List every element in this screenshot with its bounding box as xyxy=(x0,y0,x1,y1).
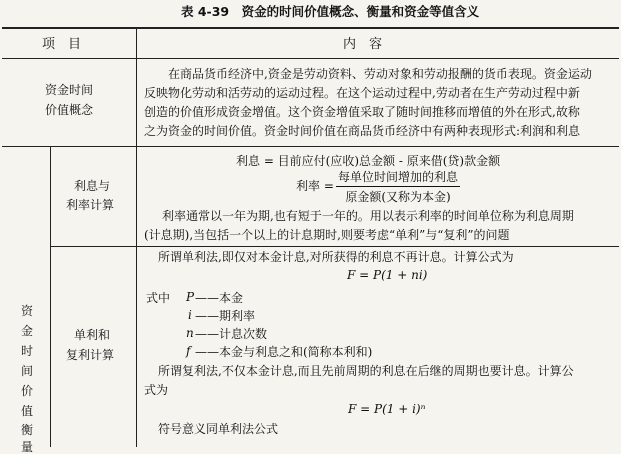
simple-compound-label-line1: 单利和 xyxy=(74,328,111,342)
group-label-char: 价 xyxy=(21,384,34,398)
var-symbol: n xyxy=(186,326,194,340)
var-desc: ——期利率 xyxy=(195,309,256,323)
column-divider-main xyxy=(136,27,137,447)
interest-text-line: 利率通常以一年为期,也有短于一年的。用以表示利率的时间单位称为利息周期 xyxy=(162,209,574,223)
var-symbol: i xyxy=(188,308,192,322)
rate-denominator: 原金额(又称为本金) xyxy=(345,190,451,204)
group-label-char: 资 xyxy=(21,304,34,318)
var-desc: ——本金 xyxy=(195,291,244,305)
compound-note: 符号意义同单利法公式 xyxy=(158,422,279,436)
header-item: 项 目 xyxy=(42,37,82,52)
group-label-char: 衡 xyxy=(21,423,34,437)
group-label-char: 金 xyxy=(21,324,34,338)
var-desc: ——计息次数 xyxy=(195,327,268,341)
simple-formula: F = P(1 + ni) xyxy=(347,268,428,282)
rate-numerator: 每单位时间增加的利息 xyxy=(336,168,460,187)
concept-text-line: 反映物化劳动和活劳动的运动过程。在这个运动过程中,劳动者在生产劳动过程中新 xyxy=(144,86,580,100)
interest-label-line1: 利息与 xyxy=(74,179,111,193)
concept-text-line: 之为资金的时间价值。资金时间价值在商品货币经济中有两种表现形式:利润和利息 xyxy=(144,124,581,138)
simple-intro: 所谓单利法,即仅对本金计息,对所获得的利息不再计息。计算公式为 xyxy=(158,250,514,264)
interest-formula: 利息 = 目前应付(应收)总金额 - 原来借(贷)款金额 xyxy=(236,154,501,168)
simple-compound-label-line2: 复利计算 xyxy=(66,348,115,362)
group-label-char: 时 xyxy=(21,344,34,358)
row-concept-bottom-border xyxy=(2,146,619,147)
interest-text-line: (计息期),当包括一个以上的计息期时,则要考虑“单利”与“复利”的问题 xyxy=(144,228,510,242)
compound-text-line1: 所谓复利法,不仅本金计息,而且先前周期的利息在后继的周期也要计息。计算公 xyxy=(158,364,574,378)
rate-formula-prefix: 利率 = xyxy=(296,179,334,193)
concept-label-line2: 价值概念 xyxy=(45,103,94,117)
rate-fraction xyxy=(336,168,460,205)
concept-label-line1: 资金时间 xyxy=(45,83,94,97)
compound-text-line2: 式为 xyxy=(144,383,169,397)
interest-label-line2: 利率计算 xyxy=(66,198,115,212)
concept-text-line: 创造的价值形成资金增值。这个资金增值采取了随时间推移而增值的外在形式,故称 xyxy=(144,105,580,119)
compound-formula: F = P(1 + i)ⁿ xyxy=(348,402,426,416)
header-content: 内 容 xyxy=(343,37,383,52)
group-label-char: 值 xyxy=(21,404,34,418)
column-divider-group xyxy=(50,146,51,447)
group-label-char: 量 xyxy=(21,440,34,454)
where-label: 式中 xyxy=(146,291,171,305)
group-label-char: 间 xyxy=(21,364,34,378)
var-symbol: f xyxy=(186,344,191,358)
var-desc: ——本金与利息之和(简称本利和) xyxy=(195,345,373,359)
table-top-border xyxy=(2,27,619,29)
header-bottom-border xyxy=(2,58,619,59)
concept-text-line: 在商品货币经济中,资金是劳动资料、劳动对象和劳动报酬的货币表现。资金运动 xyxy=(168,67,592,81)
table-title: 表 4-39 资金的时间价值概念、衡量和资金等值含义 xyxy=(181,4,480,19)
var-symbol: P xyxy=(186,290,195,304)
